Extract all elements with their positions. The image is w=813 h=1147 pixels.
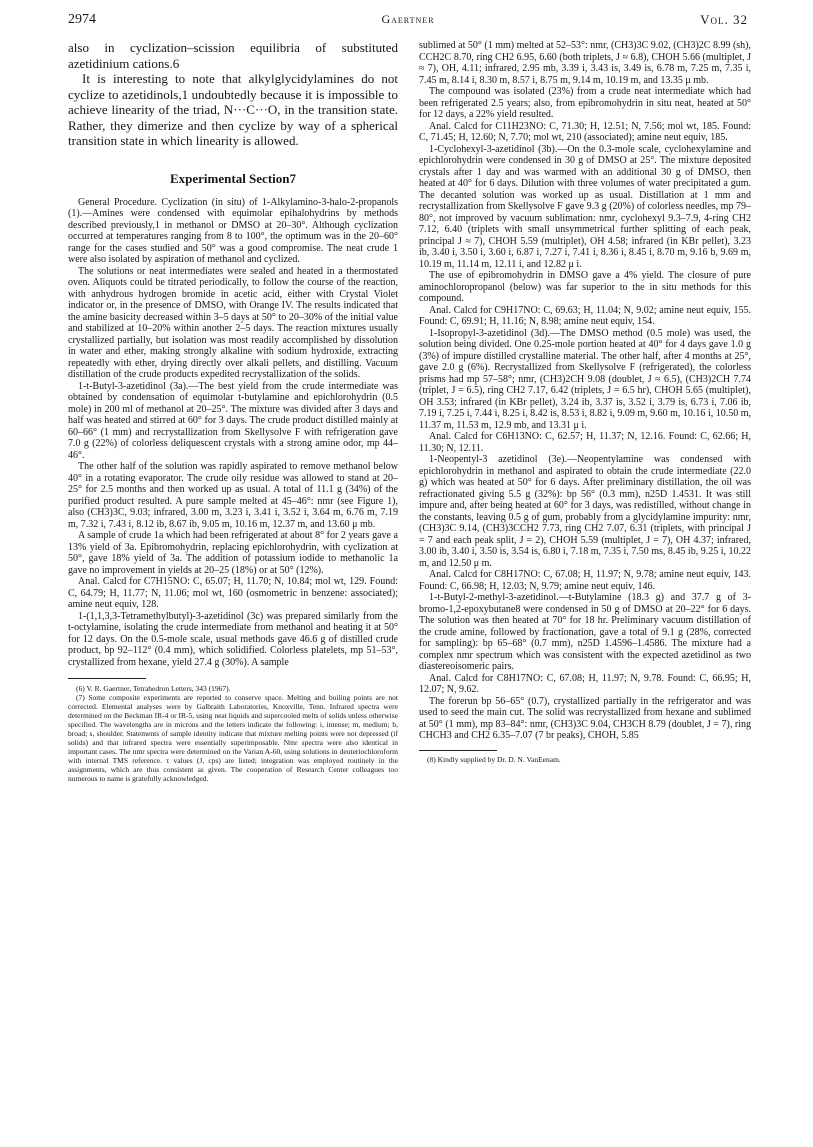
- tbutyl-azetidinol-paragraph: 1-t-Butyl-3-azetidinol (3a).—The best yield from the crude intermediate was obtained by condensation of equimolar t-butylamine and epichlorohydrin (0.5 mole) in 200 ml of methanol at 20–25°. The mixture was divided after 3 days and half was heated and stirred at 60° for 3 days. The crude product distilled mainly at 60–66° (1 mm) and recrystallization from Skellysolve F with refrigeration gave 7.0 g (22%) of colorless deliquescent crystals with a strong amine odor, mp 44–46°.: [68, 380, 398, 461]
- forerun-paragraph: The forerun bp 56–65° (0.7), crystallized partially in the refrigerator and was used to seed the main cut. The solid was recrystallized from hexane and sublimed at 50° (1 mm), mp 83–84°: nmr, (CH3)3C 9.04, CH3CH 8.79 (doublet, J = 7), ring CHCH3 and CH2 6.35–7.07 (7 br peaks), CHOH, 5.85: [419, 695, 751, 741]
- footnote-divider: [68, 678, 146, 679]
- running-author: Gaertner: [381, 12, 435, 26]
- page-number: 2974: [68, 12, 96, 27]
- intro-paragraph-2: It is interesting to note that alkylglycidylamines do not cyclize to azetidinols,1 undoubtedly because it is impossible to achieve linearity of the triad, N···C···O, in the transition state. Rather, they dimerize and then cyclize by way of a spherical transition state in which linearity is allowed.: [68, 71, 398, 148]
- intro-paragraph-1: also in cyclization–scission equilibria of substituted azetidinium cations.6: [68, 40, 398, 71]
- footnote-8: (8) Kindly supplied by Dr. D. N. VanEenam.: [427, 754, 561, 764]
- tetramethylbutyl-paragraph: 1-(1,1,3,3-Tetramethylbutyl)-3-azetidinol (3c) was prepared similarly from the t-octylamine, isolating the crude intermediate from methanol and heating it at 50° for 12 days. On the 0.5-mole scale, usual methods gave 46.6 g of distilled crude product, bp 92–112° (0.4 mm), which solidified. Colorless platelets, mp 51–53°, crystallized from hexane, yield 27.4 g (30%). A sample: [68, 610, 398, 668]
- epibromohydrin-paragraph: The use of epibromohydrin in DMSO gave a 4% yield. The closure of pure aminochloropropanol (below) was far superior to the in situ methods for this compound.: [419, 270, 751, 304]
- anal-3a-paragraph: Anal. Calcd for C7H15NO: C, 65.07; H, 11.70; N, 10.84; mol wt, 129. Found: C, 64.79; H, 11.77; N, 11.06; mol wt, 160 (osmometric in benzene: associated); amine neut equiv, 128.: [68, 576, 398, 610]
- anal-3c-paragraph: Anal. Calcd for C11H23NO: C, 71.30; H, 12.51; N, 7.56; mol wt, 185. Found: C, 71.45; H, 12.60; N, 7.70; mol wt, 210 (associated); amine neut equiv, 185.: [419, 120, 751, 143]
- right-column: [419, 40, 751, 764]
- anal-3b-paragraph: Anal. Calcd for C9H17NO: C, 69.63; H, 11.04; N, 9.02; amine neut equiv, 155. Found: C, 69.91; H, 11.16; N, 8.98; amine neut equiv, 154.: [419, 304, 751, 327]
- neopentyl-paragraph: 1-Neopentyl-3 azetidinol (3e).—Neopentylamine was condensed with epichlorohydrin in methanol and aspirated to obtain the crude intermediate (22.0 g) which was heated at 50° for 6 days. After preliminary distillation, the oil was refractionated giving 5.5 g (32%): bp 56° (0.3 mm), n25D 1.4531. It was still impure and, after being heated at 60° for 3 days, was redistilled, without change in the constants, leaving 0.5 g of gum, probably from a glycidylamine impurity: nmr, (CH3)3C 9.14, (CH3)3CCH2 7.73, ring CH2 7.07, 6.31 (triplets, with principal J = 7 and each peak split, J = 2), CHOH 5.59 (multiplet, J = 7), OH 4.37; infrared, 3.00 ib, 3.40 i, 3.50 is, 3.54 is, 6.80 i, 7.18 m, 7.35 i, 7.50 ms, 8.45 ib, 9.25 i, 10.22 m, and 12.50 μ m.: [419, 454, 751, 569]
- section-title: Experimental Section7: [169, 170, 296, 186]
- cyclohexyl-paragraph: 1-Cyclohexyl-3-azetidinol (3b).—On the 0.3-mole scale, cyclohexylamine and epichlorohydrin were condensed in 30 g of DMSO at 25°. The mixture deposited crystals after 1 day and was warmed with an additional 30 g of DMSO, then heated at 40° for 6 days. Dilution with three volumes of water precipitated a gum. The decanted solution was worked up as usual. Distillation at 1 mm and recrystallization from Skellysolve F gave 9.3 g (20%) of colorless needles, mp 79–80°, not improved by vacuum sublimation: nmr, cyclohexyl 9.3–7.9, 4-ring CH2 7.12, 6.40 (triplets with small unsymmetrical further splitting of each peak, principal J ≈ 7), CHOH 5.59 (multiplet), OH 4.58; infrared (in KBr pellet), 3.23 ib, 3.40 i, 3.50 i, 3.60 i, 6.87 i, 7.27 i, 7.41 i, 8.36 i, 8.45 i, 8.70 m, 9.16 b, 9.69 m, 10.19 m, 11.14 m, 12.11 i, and 12.82 μ i.: [419, 143, 751, 270]
- tbutyl-methyl-paragraph: 1-t-Butyl-2-methyl-3-azetidinol.—t-Butylamine (18.3 g) and 37.7 g of 3-bromo-1,2-epoxybutane8 were condensed in 50 g of DMSO at 20–22° for 6 days. The solution was then heated at 70° for 18 hr. Preliminary vacuum distillation of the crude amine, followed by fractionation, gave a total of 9.1 g (28%, corrected for sampling): bp 65–68° (0.7 mm), n25D 1.4596–1.4586. The mixture had a complex nmr spectrum which was consistent with the expected azetidinol as two diastereoisomeric pairs.: [419, 592, 751, 672]
- anal-3e-paragraph: Anal. Calcd for C8H17NO: C, 67.08; H, 11.97; N, 9.78; amine neut equiv, 143. Found: C, 66.98; H, 12.03; N, 9.79; amine neut equiv, 146.: [419, 569, 751, 592]
- anal-methyl-paragraph: Anal. Calcd for C8H17NO: C, 67.08; H, 11.97; N, 9.78. Found: C, 66.95; H, 12.07; N, 9.62.: [419, 672, 751, 695]
- sublimed-paragraph: sublimed at 50° (1 mm) melted at 52–53°: nmr, (CH3)3C 9.02, (CH3)2C 8.99 (sh), CCH2C 8.70, ring CH2 6.95, 6.60 (both triplets, J ≈ 6.8), CHOH 5.66 (multiplet, J ≈ 7), OH, 4.11; infrared, 2.95 mb, 3.39 i, 3.43 is, 3.49 is, 6.78 m, 7.25 m, 7.35 i, 7.45 m, 8.14 i, 8.30 m, 8.57 i, 8.75 m, 9.14 m, 10.19 m, and 13.35 μ mb.: [419, 40, 752, 86]
- footnote-7: (7) Some composite experiments are reported to conserve space. Melting and boiling points are not corrected. Elemental analyses were by Galbraith Laboratories, Knoxville, Tenn. Infrared spectra were determined on the Beckman IR-4 or IR-5, using neat liquids and supercooled melts of solids unless otherwise specified. The wavelengths are in microns and the letters indicate the following: i, intense; m, medium; b, broad; s, shoulder. Statements of sample identity indicate that mixture melting points were not depressed (if solids) and that infrared spectra were essentially superimposable. Nmr spectra were also identical in important cases. The nmr spectra were determined on the Varian A-60, using solutions in deuteriochloroform with internal TMS reference. τ values (J, cps) are listed; integration was employed routinely in the assignments, which are thus consistent as given. The cooperation of Research Center colleagues too numerous to name is gratefully acknowledged.: [68, 693, 398, 783]
- page-header: [68, 12, 748, 34]
- left-column: [68, 40, 398, 783]
- general-procedure-paragraph: General Procedure. Cyclization (in situ) of 1-Alkylamino-3-halo-2-propanols (1).—Amines were condensed with equimolar epihalohydrins by methods described previously,1 in methanol or DMSO at 20–30°. Although cyclization occurred at temperatures ranging from 8 to 100°, the optimum was in the 20–60° range for the cases studied and 50° was a good compromise. The neat crude 1 were also isolated by aspiration of methanol and cyclized.: [68, 196, 398, 265]
- solutions-paragraph: The solutions or neat intermediates were sealed and heated in a thermostated oven. Aliquots could be titrated periodically, to follow the course of the reaction, with anhydrous hydrogen bromide in acetic acid, either with Crystal Violet indicator or, in the presence of DMSO, with Orange IV. The results indicated that the amine basicity decreased within 3–5 days at 50° to 20–30% of the initial value and stabilized at 10–20% within another 2–5 days. The reaction mixtures usually crystallized partially, but isolation was most readily accomplished by dissolution in water and ether, making strongly alkaline with sodium hydroxide, extracting repeatedly with ether, drying directly over alkali pellets, and distilling. Vacuum distillation of the crude products expedited recrystallization of the solids.: [68, 265, 398, 380]
- isopropyl-paragraph: 1-Isopropyl-3-azetidinol (3d).—The DMSO method (0.5 mole) was used, the solution being divided. One 0.25-mole portion heated at 40° for 4 days gave 1.0 g (3%) of impure distilled crystalline material. The other half, after 4 months at 25°, gave 2.0 g (6%). Recrystallized from Skellysolve F (refrigerated), the colorless prisms had mp 57–58°; nmr, (CH3)2CH 9.08 (doublet, J ≈ 6.5), (CH3)2CH 7.74 (triplet, J = 6.5), ring CH2 7.17, 6.42 (triplets, J = 6.5 hr), CHOH 5.65 (multiplet), OH 3.53; infrared (in KBr pellet), 3.24 ib, 3.37 is, 3.52 i, 3.79 is, 6.73 i, 7.06 ib, 7.19 i, 7.25 i, 7.44 i, 8.25 i, 8.42 is, 8.53 i, 8.82 i, 9.09 m, 9.60 m, 10.16 i, 10.50 m, 11.37 m, 11.53 m, 12.9 mb, and 13.31 μ i.: [419, 327, 751, 431]
- other-half-paragraph: The other half of the solution was rapidly aspirated to remove methanol below 40° in a rotating evaporator. The crude oily residue was allowed to stand at 20–25° for 2.5 months and then worked up as usual. A total of 11.1 g (34%) of the purified product resulted. A pure sample melted at 45–46°: nmr (see Figure 1), also (CH3)3C, 9.03; infrared, 3.00 m, 3.23 i, 3.41 i, 3.52 i, 3.64 m, 6.76 m, 7.19 m, 7.32 i, 7.43 i, 8.12 ib, 8.67 ib, 9.05 m, 10.16 m, 12.37 m, and 13.60 μ mb.: [68, 461, 398, 530]
- volume-label: Vol. 32: [700, 12, 748, 27]
- compound-isolated-paragraph: The compound was isolated (23%) from a crude neat intermediate which had been refrigerated 2.5 years; also, from epibromohydrin in situ neat, heated at 50° for 12 days, a 22% yield resulted.: [419, 86, 751, 120]
- footnote-divider-right: [419, 750, 497, 751]
- sample-1a-paragraph: A sample of crude 1a which had been refrigerated at about 8° for 2 years gave a 13% yield of 3a. Epibromohydrin, replacing epichlorohydrin, with cyclization at 50°, gave 18% yield of 3a. The addition of potassium iodide to methanolic 1a gave no improvement in yields at 20–25 (18%) or at 50° (12%).: [68, 530, 398, 576]
- anal-3d-paragraph: Anal. Calcd for C6H13NO: C, 62.57; H, 11.37; N, 12.16. Found: C, 62.66; H, 11.30; N, 12.11.: [419, 431, 751, 454]
- footnote-6: (6) V. R. Gaertner, Tetrahedron Letters, 343 (1967).: [76, 684, 231, 693]
